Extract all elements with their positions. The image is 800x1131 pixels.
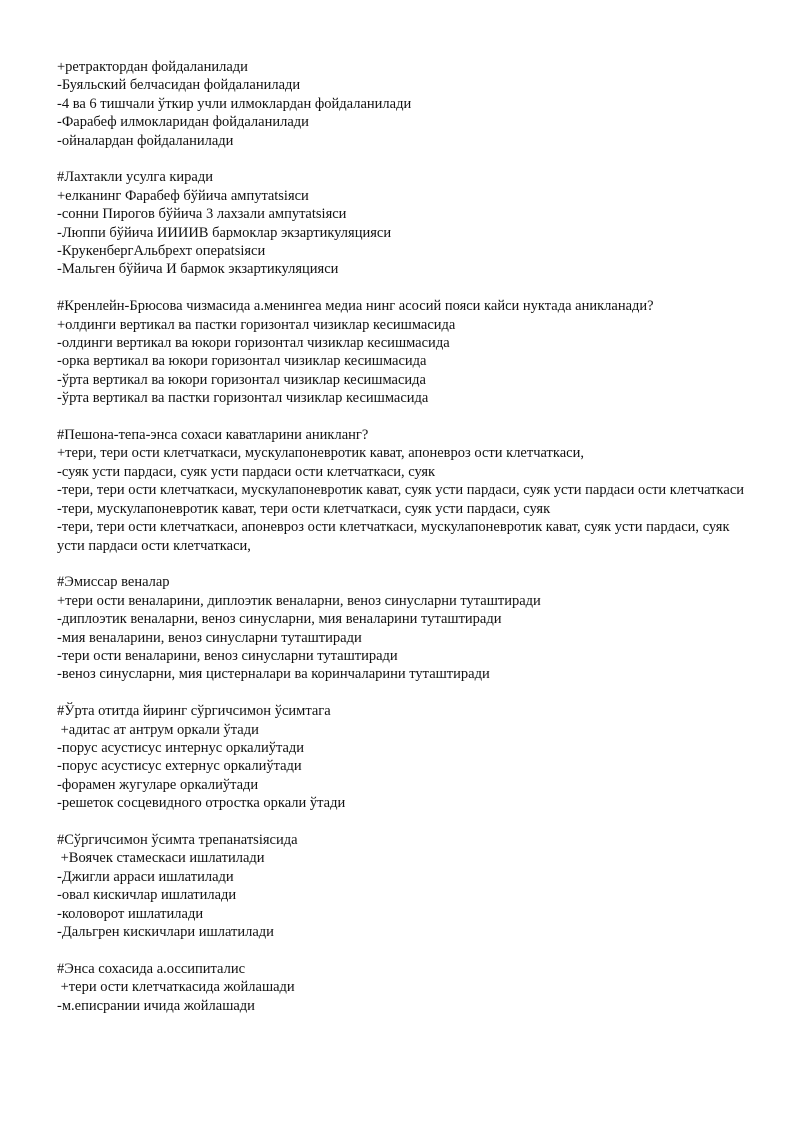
question-line: #Эмиссар веналар [57, 574, 170, 591]
correct-answer-line: +олдинги вертикал ва пастки горизонтал чизиклар кесишмасида [57, 316, 456, 333]
answer-option-line: -решеток сосцевидного отростка оркали ўтади [57, 795, 346, 812]
answer-option-line: -диплоэтик веналарни, веноз синусларни, мия веналарини туташтиради [57, 611, 502, 628]
answer-option-line: -форамен жугуларе оркалиўтади [57, 776, 259, 793]
block-lakhtakli [57, 168, 757, 278]
answer-option-line: -Люппи бўйича ИИИИВ бармоклар экзартикуляцияси [57, 224, 392, 241]
block-trepanatsiya [57, 831, 757, 941]
correct-answer-line: +тери, тери ости клетчаткаси, мускулапоневротик кават, апоневроз ости клетчаткаси, [57, 445, 584, 462]
answer-option-line: -Джигли арраси ишлатилади [57, 868, 234, 885]
answer-option-line: -коловорот ишлатилади [57, 905, 204, 922]
answer-option-line: -тери, тери ости клетчаткаси, апоневроз ости клетчаткаси, мускулапоневротик кават, суяк усти пардаси, суяк усти пардаси ости клетчаткаси, [57, 519, 734, 554]
block-retractor [57, 58, 757, 150]
block-urta-otit [57, 702, 757, 812]
answer-option-line: -Дальгрен кискичлари ишлатилади [57, 924, 274, 940]
correct-answer-line: +Воячек стамескаси ишлатилади [57, 850, 265, 867]
answer-option-line: -тери ости веналарини, веноз синусларни туташтиради [57, 647, 398, 664]
question-line: #Кренлейн-Брюсова чизмасида а.менингеа медиа нинг асосий пояси кайси нуктада аникланади? [57, 298, 654, 315]
answer-option-line: -суяк усти пардаси, суяк усти пардаси ости клетчаткаси, суяк [57, 463, 436, 480]
answer-option-line: -тери, мускулапоневротик кават, тери ости клетчаткаси, суяк усти пардаси, суяк [57, 500, 551, 517]
question-line: #Сўргичсимон ўсимта трепанатsiясида [57, 831, 298, 848]
answer-option-line: -мия веналарини, веноз синусларни туташтиради [57, 629, 362, 646]
answer-option-line: -ўрта вертикал ва пастки горизонтал чизиклар кесишмасида [57, 390, 429, 407]
answer-option-line: -м.еписрании ичида жойлашади [57, 997, 255, 1014]
block-krenlein [57, 297, 757, 407]
answer-option-line: -Мальген бўйича И бармок экзартикуляцияси [57, 261, 339, 278]
answer-option-line: -Фарабеф илмокларидан фойдаланилади [57, 114, 309, 131]
answer-option-line: -ойналардан фойдаланилади [57, 132, 234, 149]
correct-answer-line: +тери ости клетчаткасида жойлашади [57, 979, 295, 996]
block-emissar [57, 573, 757, 683]
document-page [57, 58, 757, 1033]
correct-answer-line: +елканинг Фарабеф бўйича ампутatsiяси [57, 187, 309, 204]
answer-option-line: -ўрта вертикал ва юкори горизонтал чизиклар кесишмасида [57, 371, 426, 388]
answer-option-line: -овал кискичлар ишлатилади [57, 887, 237, 904]
answer-option-line: -олдинги вертикал ва юкори горизонтал чизиклар кесишмасида [57, 335, 450, 352]
answer-option-line: -Буяльский белчасидан фойдаланилади [57, 77, 301, 94]
question-line: #Пешона-тепа-энса сохаси каватларини аникланг? [57, 427, 369, 444]
correct-answer-line: +тери ости веналарини, диплоэтик веналарни, веноз синусларни туташтиради [57, 592, 541, 609]
correct-answer-line: +ретрактордан фойдаланилади [57, 59, 248, 75]
block-oksipitalis [57, 960, 757, 1015]
answer-option-line: -тери, тери ости клетчаткаси, мускулапоневротик кават, суяк усти пардаси, суяк усти пардаси ости клетчаткаси [57, 482, 745, 499]
answer-option-line: -орка вертикал ва юкори горизонтал чизиклар кесишмасида [57, 353, 427, 370]
answer-option-line: -сонни Пирогов бўйича 3 лахзали ампутatsiяси [57, 206, 347, 223]
correct-answer-line: +адитас ат антрум оркали ўтади [57, 721, 259, 738]
question-line: #Ўрта отитда йиринг сўргичсимон ўсимтага [57, 703, 331, 720]
answer-option-line: -порус асустисус интернус оркалиўтади [57, 739, 305, 756]
answer-option-line: -4 ва 6 тишчали ўткир учли илмоклардан фойдаланилади [57, 95, 412, 112]
question-line: #Лахтакли усулга киради [57, 169, 214, 186]
answer-option-line: -веноз синусларни, мия цистерналари ва коринчаларини туташтиради [57, 666, 490, 683]
question-line: #Энса сохасида а.оссипиталис [57, 960, 246, 977]
block-peshona [57, 426, 757, 555]
answer-option-line: -КрукенбергАльбрехт операtsiяси [57, 243, 266, 260]
answer-option-line: -порус асустисус ехтернус оркалиўтади [57, 758, 302, 775]
